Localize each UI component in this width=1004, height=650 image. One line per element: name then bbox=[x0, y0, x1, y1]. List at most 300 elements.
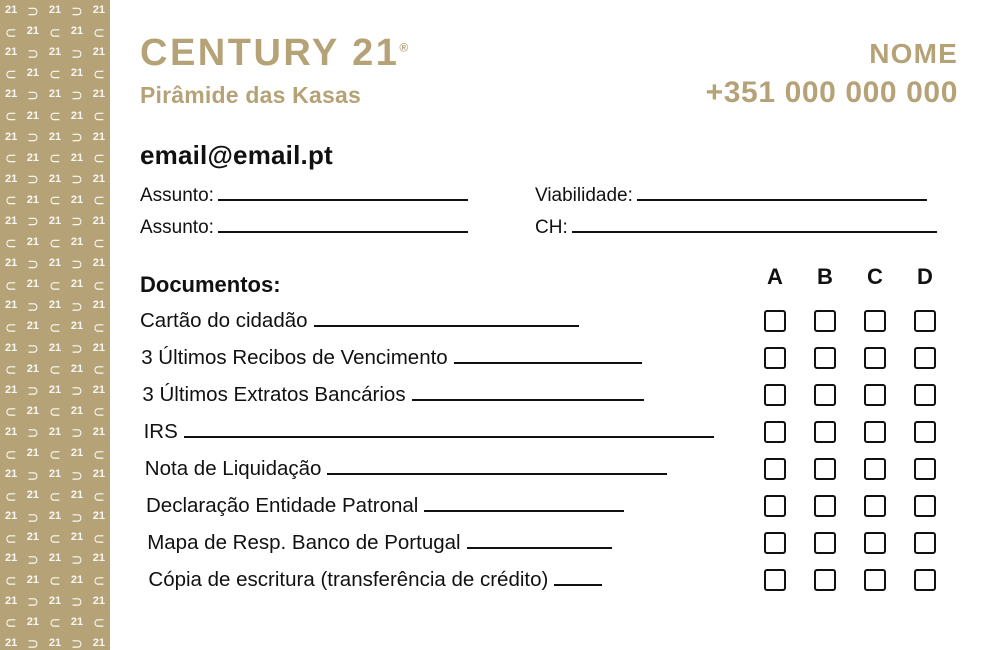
pattern-glyph: ⊃ bbox=[71, 1, 83, 20]
field-write-line[interactable] bbox=[218, 185, 468, 201]
checkbox-cell bbox=[850, 384, 900, 406]
pattern-glyph: 21 bbox=[26, 404, 40, 417]
field-label: Assunto: bbox=[140, 185, 214, 206]
pattern-glyph: ⊂ bbox=[49, 275, 61, 294]
document-row bbox=[138, 382, 964, 419]
pattern-glyph: ⊃ bbox=[71, 507, 83, 526]
checkbox-c[interactable] bbox=[864, 347, 886, 369]
pattern-row bbox=[0, 169, 110, 190]
pattern-glyph: ⊂ bbox=[5, 570, 17, 590]
pattern-glyph: 21 bbox=[92, 552, 105, 565]
checkbox-group bbox=[750, 421, 950, 443]
field-assunto-1[interactable] bbox=[140, 185, 468, 207]
pattern-glyph: 21 bbox=[70, 278, 84, 291]
contact-phone: +351 000 000 000 bbox=[705, 76, 958, 109]
pattern-glyph: 21 bbox=[92, 257, 105, 270]
document-label-wrap bbox=[147, 530, 611, 556]
pattern-glyph: ⊃ bbox=[71, 381, 83, 400]
pattern-glyph: ⊃ bbox=[27, 338, 39, 358]
field-ch[interactable] bbox=[535, 217, 937, 239]
document-write-line[interactable] bbox=[327, 460, 667, 475]
pattern-glyph: ⊃ bbox=[27, 127, 39, 147]
pattern-row bbox=[0, 443, 110, 464]
pattern-glyph: ⊃ bbox=[27, 591, 39, 611]
document-label-wrap bbox=[141, 345, 642, 371]
pattern-glyph: ⊃ bbox=[27, 423, 39, 442]
pattern-glyph: 21 bbox=[4, 257, 18, 270]
checkbox-b[interactable] bbox=[814, 310, 836, 332]
checkbox-c[interactable] bbox=[864, 458, 886, 480]
checkbox-a[interactable] bbox=[764, 458, 786, 480]
pattern-glyph: 21 bbox=[4, 88, 18, 101]
document-write-line[interactable] bbox=[454, 349, 642, 364]
document-label-wrap bbox=[146, 493, 624, 519]
pattern-glyph: 21 bbox=[26, 25, 40, 38]
checkbox-cell bbox=[900, 347, 950, 369]
checkbox-cell bbox=[850, 569, 900, 591]
pattern-glyph: 21 bbox=[92, 46, 105, 59]
document-row bbox=[138, 493, 964, 530]
column-header-c: C bbox=[867, 264, 883, 289]
pattern-glyph: ⊃ bbox=[27, 381, 39, 400]
pattern-glyph: ⊂ bbox=[93, 486, 105, 505]
pattern-glyph: 21 bbox=[92, 636, 105, 649]
checkbox-b[interactable] bbox=[814, 458, 836, 480]
checkbox-cell bbox=[850, 421, 900, 443]
checkbox-cell bbox=[800, 458, 850, 480]
checkbox-cell bbox=[800, 384, 850, 406]
pattern-glyph: 21 bbox=[26, 67, 40, 80]
pattern-glyph: 21 bbox=[70, 404, 84, 417]
pattern-glyph: 21 bbox=[48, 214, 62, 227]
pattern-glyph: ⊂ bbox=[49, 233, 61, 252]
pattern-row bbox=[0, 401, 110, 422]
field-assunto-2[interactable] bbox=[140, 217, 468, 239]
pattern-glyph: ⊂ bbox=[93, 570, 105, 590]
pattern-glyph: 21 bbox=[4, 214, 18, 227]
pattern-glyph: 21 bbox=[26, 615, 40, 628]
pattern-glyph: ⊂ bbox=[93, 359, 105, 379]
pattern-glyph: ⊃ bbox=[27, 43, 39, 62]
pattern-row bbox=[0, 274, 110, 295]
pattern-glyph: 21 bbox=[92, 425, 105, 438]
pattern-glyph: 21 bbox=[4, 552, 18, 565]
pattern-glyph: 21 bbox=[48, 130, 62, 143]
pattern-glyph: 21 bbox=[92, 88, 105, 101]
pattern-glyph: ⊂ bbox=[93, 149, 105, 168]
document-write-line[interactable] bbox=[467, 534, 612, 549]
checkbox-b[interactable] bbox=[814, 421, 836, 443]
pattern-glyph: 21 bbox=[26, 489, 40, 502]
decorative-pattern-strip bbox=[0, 0, 110, 650]
checkbox-cell bbox=[750, 495, 800, 517]
pattern-glyph: 21 bbox=[4, 341, 18, 354]
pattern-glyph: ⊃ bbox=[27, 170, 39, 189]
pattern-glyph: ⊂ bbox=[93, 106, 105, 126]
pattern-row bbox=[0, 232, 110, 253]
checkbox-cell bbox=[850, 495, 900, 517]
pattern-glyph: 21 bbox=[48, 468, 62, 481]
checkbox-cell bbox=[900, 495, 950, 517]
pattern-glyph: ⊃ bbox=[71, 85, 83, 105]
pattern-glyph: 21 bbox=[48, 594, 62, 607]
pattern-glyph: 21 bbox=[4, 510, 18, 523]
pattern-glyph: ⊂ bbox=[49, 317, 61, 337]
column-header-b: B bbox=[817, 264, 833, 289]
field-label: CH: bbox=[535, 217, 568, 238]
checkbox-cell bbox=[900, 310, 950, 332]
pattern-glyph: 21 bbox=[26, 193, 40, 206]
field-label: Assunto: bbox=[140, 217, 214, 238]
checkbox-d[interactable] bbox=[914, 458, 936, 480]
document-row bbox=[138, 308, 964, 345]
pattern-glyph: ⊂ bbox=[49, 359, 61, 379]
checkbox-a[interactable] bbox=[764, 495, 786, 517]
pattern-glyph: ⊃ bbox=[71, 43, 83, 62]
pattern-row bbox=[0, 0, 110, 21]
checkbox-cell bbox=[750, 347, 800, 369]
document-write-line[interactable] bbox=[424, 497, 624, 512]
pattern-glyph: ⊂ bbox=[5, 191, 17, 210]
pattern-glyph: 21 bbox=[48, 46, 62, 59]
pattern-glyph: ⊂ bbox=[49, 528, 61, 548]
pattern-glyph: ⊂ bbox=[49, 106, 61, 126]
pattern-glyph: 21 bbox=[48, 636, 62, 649]
document-label: 3 Últimos Recibos de Vencimento bbox=[141, 346, 448, 369]
checkbox-d[interactable] bbox=[914, 495, 936, 517]
checkbox-a[interactable] bbox=[764, 421, 786, 443]
registered-trademark-icon: ® bbox=[399, 40, 409, 55]
document-row bbox=[138, 419, 964, 456]
checkbox-cell bbox=[800, 347, 850, 369]
pattern-glyph: ⊂ bbox=[5, 317, 17, 337]
pattern-glyph: ⊃ bbox=[27, 85, 39, 105]
pattern-row bbox=[0, 570, 110, 591]
checkbox-b[interactable] bbox=[814, 384, 836, 406]
pattern-row bbox=[0, 211, 110, 232]
pattern-glyph: ⊂ bbox=[5, 444, 17, 463]
pattern-glyph: 21 bbox=[4, 130, 18, 143]
pattern-glyph: 21 bbox=[26, 109, 40, 122]
pattern-glyph: ⊂ bbox=[49, 486, 61, 505]
pattern-row bbox=[0, 316, 110, 337]
field-write-line[interactable] bbox=[572, 217, 937, 233]
pattern-glyph: 21 bbox=[4, 383, 18, 396]
document-label-wrap bbox=[144, 419, 714, 445]
pattern-glyph: ⊃ bbox=[71, 296, 83, 316]
pattern-row bbox=[0, 527, 110, 548]
pattern-glyph: ⊂ bbox=[5, 275, 17, 294]
pattern-glyph: 21 bbox=[92, 341, 105, 354]
pattern-row bbox=[0, 253, 110, 274]
pattern-glyph: 21 bbox=[48, 341, 62, 354]
pattern-row bbox=[0, 127, 110, 148]
pattern-glyph: 21 bbox=[26, 362, 40, 375]
pattern-glyph: ⊃ bbox=[27, 549, 39, 569]
pattern-glyph: ⊂ bbox=[5, 22, 17, 41]
checkbox-c[interactable] bbox=[864, 310, 886, 332]
card-header bbox=[140, 34, 958, 120]
pattern-row bbox=[0, 506, 110, 527]
document-label-wrap bbox=[140, 308, 579, 334]
pattern-row bbox=[0, 612, 110, 633]
document-label-wrap bbox=[142, 382, 643, 408]
pattern-glyph: ⊂ bbox=[49, 191, 61, 210]
pattern-glyph: 21 bbox=[26, 151, 40, 164]
checkbox-cell bbox=[900, 532, 950, 554]
checkbox-d[interactable] bbox=[914, 310, 936, 332]
pattern-glyph: 21 bbox=[4, 636, 18, 649]
pattern-glyph: ⊂ bbox=[5, 402, 17, 421]
checkbox-cell bbox=[800, 495, 850, 517]
pattern-glyph: ⊂ bbox=[93, 22, 105, 41]
pattern-glyph: 21 bbox=[26, 531, 40, 544]
checkbox-group bbox=[750, 384, 950, 406]
document-write-line[interactable] bbox=[184, 423, 714, 438]
pattern-glyph: 21 bbox=[26, 447, 40, 460]
pattern-glyph: 21 bbox=[26, 278, 40, 291]
pattern-glyph: 21 bbox=[92, 383, 105, 396]
pattern-glyph: ⊂ bbox=[93, 64, 105, 84]
checkbox-group bbox=[750, 495, 950, 517]
pattern-glyph: ⊃ bbox=[27, 507, 39, 526]
checkbox-c[interactable] bbox=[864, 384, 886, 406]
pattern-row bbox=[0, 42, 110, 63]
pattern-glyph: 21 bbox=[92, 468, 105, 481]
pattern-glyph: ⊂ bbox=[49, 64, 61, 84]
field-write-line[interactable] bbox=[637, 185, 927, 201]
document-label: IRS bbox=[143, 420, 178, 443]
documents-list bbox=[138, 308, 964, 604]
checkbox-group bbox=[750, 532, 950, 554]
pattern-glyph: ⊂ bbox=[93, 317, 105, 337]
contact-block bbox=[706, 40, 958, 108]
pattern-glyph: 21 bbox=[4, 46, 18, 59]
document-label: Cartão do cidadão bbox=[140, 309, 308, 332]
checkbox-d[interactable] bbox=[914, 384, 936, 406]
checkbox-d[interactable] bbox=[914, 421, 936, 443]
checkbox-cell bbox=[900, 421, 950, 443]
pattern-glyph: ⊂ bbox=[93, 528, 105, 548]
pattern-row bbox=[0, 190, 110, 211]
pattern-glyph: ⊂ bbox=[5, 233, 17, 252]
checkbox-c[interactable] bbox=[864, 421, 886, 443]
checkbox-cell bbox=[750, 569, 800, 591]
pattern-glyph: ⊃ bbox=[71, 254, 83, 273]
pattern-glyph: 21 bbox=[92, 130, 105, 143]
checkbox-cell bbox=[800, 421, 850, 443]
pattern-glyph: 21 bbox=[70, 362, 84, 375]
column-header-d: D bbox=[917, 264, 933, 289]
checkbox-c[interactable] bbox=[864, 569, 886, 591]
pattern-row bbox=[0, 338, 110, 359]
pattern-glyph: ⊂ bbox=[5, 359, 17, 379]
document-write-line[interactable] bbox=[554, 571, 602, 586]
pattern-glyph: 21 bbox=[92, 594, 105, 607]
pattern-glyph: 21 bbox=[70, 320, 84, 333]
pattern-glyph: 21 bbox=[70, 109, 84, 122]
pattern-glyph: ⊃ bbox=[71, 634, 83, 650]
pattern-glyph: ⊂ bbox=[49, 22, 61, 41]
checkbox-d[interactable] bbox=[914, 569, 936, 591]
checkbox-cell bbox=[850, 458, 900, 480]
field-row-assunto-ch bbox=[140, 217, 958, 243]
checkbox-a[interactable] bbox=[764, 532, 786, 554]
pattern-glyph: ⊂ bbox=[49, 402, 61, 421]
checkbox-d[interactable] bbox=[914, 347, 936, 369]
pattern-glyph: 21 bbox=[26, 236, 40, 249]
pattern-glyph: 21 bbox=[48, 383, 62, 396]
pattern-row bbox=[0, 464, 110, 485]
pattern-glyph: ⊃ bbox=[71, 338, 83, 358]
pattern-glyph: ⊂ bbox=[49, 570, 61, 590]
checkbox-a[interactable] bbox=[764, 310, 786, 332]
checkbox-a[interactable] bbox=[764, 384, 786, 406]
pattern-row bbox=[0, 21, 110, 42]
pattern-glyph: ⊃ bbox=[27, 634, 39, 650]
pattern-glyph: 21 bbox=[92, 299, 105, 312]
checkbox-c[interactable] bbox=[864, 532, 886, 554]
document-write-line[interactable] bbox=[412, 386, 644, 401]
pattern-glyph: 21 bbox=[70, 151, 84, 164]
pattern-glyph: 21 bbox=[48, 299, 62, 312]
pattern-row bbox=[0, 422, 110, 443]
pattern-row bbox=[0, 63, 110, 84]
pattern-glyph: 21 bbox=[70, 489, 84, 502]
checkbox-cell bbox=[750, 532, 800, 554]
pattern-row bbox=[0, 359, 110, 380]
checkbox-d[interactable] bbox=[914, 532, 936, 554]
checkbox-a[interactable] bbox=[764, 347, 786, 369]
pattern-glyph: 21 bbox=[92, 172, 105, 185]
logo-text: CENTURY 21 bbox=[140, 32, 400, 74]
documents-section-title: Documentos: bbox=[140, 272, 281, 297]
checkbox-c[interactable] bbox=[864, 495, 886, 517]
pattern-glyph: 21 bbox=[4, 172, 18, 185]
pattern-glyph: ⊂ bbox=[49, 613, 61, 632]
pattern-glyph: ⊂ bbox=[93, 613, 105, 632]
pattern-glyph: ⊂ bbox=[49, 149, 61, 168]
checkbox-group bbox=[750, 347, 950, 369]
pattern-glyph: ⊂ bbox=[5, 64, 17, 84]
checkbox-cell bbox=[750, 421, 800, 443]
checkbox-b[interactable] bbox=[814, 495, 836, 517]
pattern-glyph: ⊂ bbox=[5, 528, 17, 548]
checkbox-b[interactable] bbox=[814, 347, 836, 369]
pattern-glyph: 21 bbox=[4, 425, 18, 438]
pattern-glyph: 21 bbox=[70, 67, 84, 80]
document-write-line[interactable] bbox=[314, 312, 579, 327]
pattern-glyph: ⊂ bbox=[93, 402, 105, 421]
pattern-glyph: ⊃ bbox=[27, 465, 39, 484]
pattern-glyph: ⊂ bbox=[5, 106, 17, 126]
document-label: Mapa de Resp. Banco de Portugal bbox=[147, 531, 461, 554]
pattern-glyph: ⊃ bbox=[71, 591, 83, 611]
document-row bbox=[138, 456, 964, 493]
pattern-glyph: 21 bbox=[92, 214, 105, 227]
checkbox-column-headers bbox=[750, 264, 950, 290]
field-viabilidade[interactable] bbox=[535, 185, 927, 207]
pattern-glyph: ⊂ bbox=[5, 149, 17, 168]
pattern-glyph: 21 bbox=[92, 510, 105, 523]
pattern-glyph: 21 bbox=[26, 320, 40, 333]
pattern-glyph: 21 bbox=[4, 4, 18, 17]
pattern-glyph: 21 bbox=[4, 468, 18, 481]
pattern-glyph: ⊃ bbox=[27, 1, 39, 20]
pattern-glyph: 21 bbox=[48, 552, 62, 565]
pattern-glyph: ⊂ bbox=[5, 613, 17, 632]
pattern-glyph: ⊃ bbox=[71, 170, 83, 189]
checkbox-group bbox=[750, 310, 950, 332]
checkbox-cell bbox=[850, 310, 900, 332]
pattern-glyph: 21 bbox=[70, 531, 84, 544]
checkbox-b[interactable] bbox=[814, 532, 836, 554]
pattern-glyph: ⊃ bbox=[27, 254, 39, 273]
pattern-row bbox=[0, 148, 110, 169]
checkbox-cell bbox=[900, 384, 950, 406]
pattern-glyph: 21 bbox=[48, 510, 62, 523]
pattern-glyph: 21 bbox=[26, 573, 40, 586]
pattern-row bbox=[0, 295, 110, 316]
pattern-row bbox=[0, 84, 110, 105]
checkbox-cell bbox=[850, 532, 900, 554]
pattern-row bbox=[0, 591, 110, 612]
checkbox-cell bbox=[900, 569, 950, 591]
field-write-line[interactable] bbox=[218, 217, 468, 233]
pattern-glyph: 21 bbox=[70, 236, 84, 249]
checkbox-cell bbox=[800, 310, 850, 332]
checkbox-group bbox=[750, 569, 950, 591]
pattern-glyph: ⊂ bbox=[5, 486, 17, 505]
checkbox-cell bbox=[850, 347, 900, 369]
agency-subtitle: Pirâmide das Kasas bbox=[140, 82, 361, 108]
pattern-row bbox=[0, 633, 110, 650]
pattern-row bbox=[0, 380, 110, 401]
pattern-glyph: ⊃ bbox=[71, 212, 83, 231]
pattern-glyph: ⊃ bbox=[27, 212, 39, 231]
pattern-glyph: ⊃ bbox=[71, 423, 83, 442]
pattern-glyph: 21 bbox=[70, 193, 84, 206]
document-row bbox=[138, 530, 964, 567]
pattern-row bbox=[0, 105, 110, 126]
pattern-glyph: ⊂ bbox=[49, 444, 61, 463]
pattern-glyph: ⊂ bbox=[93, 444, 105, 463]
pattern-glyph: 21 bbox=[48, 88, 62, 101]
checkbox-cell bbox=[750, 310, 800, 332]
contact-name: NOME bbox=[869, 38, 958, 69]
pattern-glyph: 21 bbox=[92, 4, 105, 17]
document-label: Nota de Liquidação bbox=[144, 457, 322, 480]
contact-email: email@email.pt bbox=[140, 140, 333, 170]
document-row bbox=[138, 567, 964, 604]
checkbox-cell bbox=[800, 532, 850, 554]
checkbox-cell bbox=[750, 458, 800, 480]
pattern-row bbox=[0, 485, 110, 506]
checkbox-cell bbox=[800, 569, 850, 591]
field-label: Viabilidade: bbox=[535, 185, 633, 206]
pattern-glyph: 21 bbox=[70, 25, 84, 38]
document-label: Cópia de escritura (transferência de crédito) bbox=[148, 568, 549, 591]
checkbox-b[interactable] bbox=[814, 569, 836, 591]
pattern-glyph: 21 bbox=[48, 425, 62, 438]
checkbox-cell bbox=[750, 384, 800, 406]
pattern-glyph: ⊃ bbox=[71, 465, 83, 484]
pattern-glyph: 21 bbox=[4, 299, 18, 312]
field-row-assunto-viabilidade bbox=[140, 185, 958, 211]
checkbox-group bbox=[750, 458, 950, 480]
checkbox-a[interactable] bbox=[764, 569, 786, 591]
checkbox-cell bbox=[900, 458, 950, 480]
